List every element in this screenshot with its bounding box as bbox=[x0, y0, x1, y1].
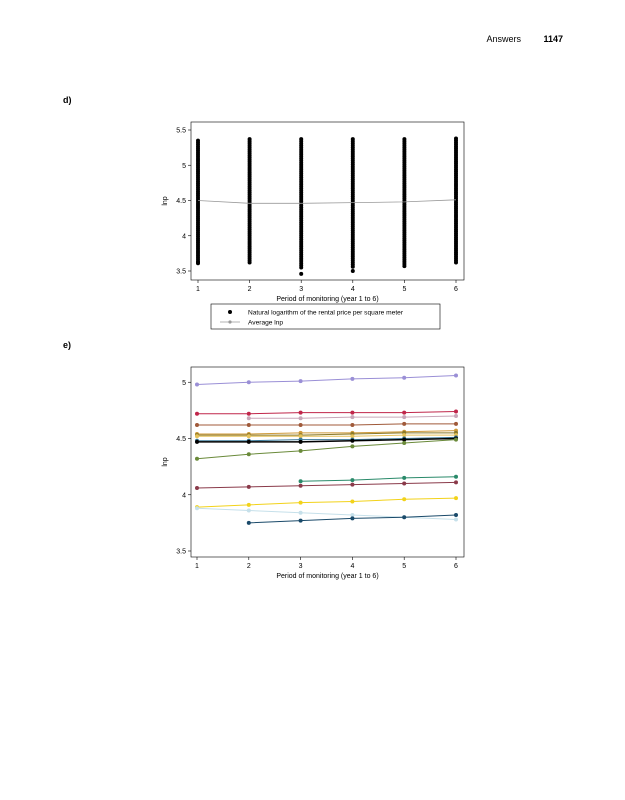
series-point bbox=[247, 434, 251, 438]
series-line bbox=[197, 424, 456, 425]
series-point bbox=[402, 482, 406, 486]
series-point bbox=[299, 379, 303, 383]
y-axis-label: lnp bbox=[162, 196, 169, 206]
x-tick-label: 1 bbox=[195, 563, 199, 570]
series-line bbox=[197, 482, 456, 488]
series-point bbox=[454, 480, 458, 484]
series-point bbox=[299, 484, 303, 488]
plot-frame bbox=[191, 367, 464, 557]
series-point bbox=[299, 519, 303, 523]
series-point bbox=[195, 440, 199, 444]
x-tick-label: 5 bbox=[402, 563, 407, 570]
x-tick-label: 3 bbox=[299, 286, 304, 293]
series-point bbox=[247, 416, 251, 420]
series-point bbox=[299, 440, 303, 444]
series-point bbox=[247, 485, 251, 489]
y-tick-label: 4 bbox=[182, 233, 186, 241]
series-line bbox=[197, 508, 456, 519]
series-point bbox=[247, 509, 251, 513]
series-point bbox=[247, 412, 251, 416]
series-line bbox=[197, 376, 456, 385]
series-line bbox=[197, 498, 456, 507]
series-point bbox=[299, 423, 303, 427]
x-tick-label: 1 bbox=[196, 286, 200, 293]
y-tick-label: 5 bbox=[182, 379, 186, 387]
x-tick-label: 4 bbox=[350, 563, 355, 570]
y-axis-label: lnp bbox=[162, 457, 169, 467]
series-point bbox=[454, 518, 458, 522]
series-point bbox=[402, 376, 406, 380]
series-point bbox=[454, 438, 458, 442]
legend-label-average: Average lnp bbox=[248, 319, 284, 327]
x-tick-label: 6 bbox=[454, 563, 458, 570]
series-point bbox=[195, 486, 199, 490]
series-point bbox=[195, 412, 199, 416]
series-line bbox=[197, 431, 456, 434]
section-title: Answers bbox=[486, 34, 521, 44]
series-point bbox=[195, 506, 199, 510]
y-tick-label: 5 bbox=[182, 162, 186, 170]
series-point bbox=[454, 496, 458, 500]
series-point bbox=[454, 513, 458, 517]
series-point bbox=[350, 411, 354, 415]
series-line bbox=[197, 439, 456, 442]
series-point bbox=[402, 515, 406, 519]
series-point bbox=[402, 497, 406, 501]
series-point bbox=[350, 483, 354, 487]
page-number: 1147 bbox=[543, 34, 563, 44]
series-point bbox=[299, 411, 303, 415]
series-point bbox=[247, 380, 251, 384]
series-point bbox=[299, 511, 303, 515]
series-point bbox=[195, 434, 199, 438]
part-e-label: e) bbox=[63, 340, 72, 350]
series-point bbox=[402, 476, 406, 480]
series-point bbox=[299, 479, 303, 483]
x-tick-label: 2 bbox=[246, 563, 251, 570]
series-point bbox=[402, 441, 406, 445]
series-point bbox=[350, 444, 354, 448]
series-line bbox=[197, 412, 456, 414]
series-point bbox=[195, 383, 199, 387]
series-point bbox=[299, 449, 303, 453]
series-point bbox=[454, 410, 458, 414]
series-point bbox=[195, 423, 199, 427]
y-tick-label: 3.5 bbox=[176, 548, 186, 556]
series-point bbox=[350, 377, 354, 381]
series-point bbox=[195, 457, 199, 461]
series-point bbox=[299, 501, 303, 505]
x-tick-label: 6 bbox=[454, 286, 458, 293]
series-point bbox=[402, 415, 406, 419]
series-point bbox=[350, 415, 354, 419]
series-point bbox=[247, 521, 251, 525]
series-point bbox=[350, 423, 354, 427]
y-tick-label: 4.5 bbox=[176, 436, 186, 443]
series-point bbox=[350, 500, 354, 504]
series-point bbox=[350, 439, 354, 443]
x-tick-label: 4 bbox=[350, 286, 355, 293]
series-point bbox=[350, 516, 354, 520]
legend-label-points: Natural logarithm of the rental price per square meter bbox=[248, 309, 404, 317]
series-point bbox=[350, 478, 354, 482]
series-point bbox=[454, 475, 458, 479]
series-point bbox=[247, 452, 251, 456]
y-tick-label: 5.5 bbox=[176, 127, 186, 135]
series-point bbox=[454, 414, 458, 418]
x-tick-label: 3 bbox=[298, 563, 303, 570]
series-point bbox=[454, 422, 458, 426]
part-d-label: d) bbox=[63, 95, 72, 105]
y-tick-label: 4.5 bbox=[176, 198, 186, 205]
series-point bbox=[247, 503, 251, 507]
series-point bbox=[402, 411, 406, 415]
series-point bbox=[247, 423, 251, 427]
y-tick-label: 3.5 bbox=[176, 268, 186, 276]
x-axis-label: Period of monitoring (year 1 to 6) bbox=[276, 296, 379, 303]
series-point bbox=[454, 374, 458, 378]
x-tick-label: 5 bbox=[402, 286, 407, 293]
series-line bbox=[301, 477, 456, 482]
y-tick-label: 4 bbox=[182, 492, 186, 500]
x-tick-label: 2 bbox=[247, 286, 252, 293]
x-axis-label: Period of monitoring (year 1 to 6) bbox=[276, 573, 379, 580]
series-point bbox=[247, 440, 251, 444]
series-point bbox=[299, 416, 303, 420]
series-point bbox=[402, 422, 406, 426]
